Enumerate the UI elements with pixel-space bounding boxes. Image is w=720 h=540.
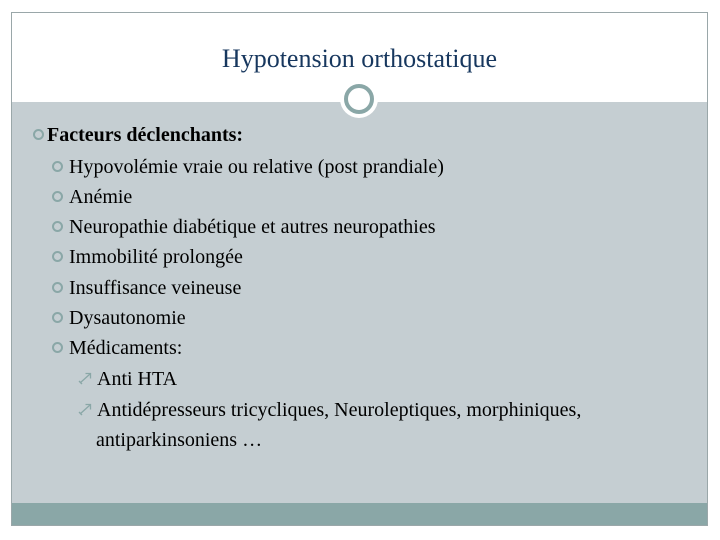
ring-bullet-icon — [52, 282, 63, 293]
list-item-text: Hypovolémie vraie ou relative (post prandiale) — [69, 156, 444, 178]
slide-title: Hypotension orthostatique — [221, 44, 498, 73]
ring-bullet-icon — [52, 191, 63, 202]
ring-bullet-icon — [52, 221, 63, 232]
ring-ornament-icon — [340, 80, 378, 118]
list-item-text: Insuffisance veineuse — [69, 277, 242, 299]
sub-list-item-continuation: antiparkinsoniens … — [96, 429, 263, 451]
sub-list-item — [78, 397, 581, 423]
list-item-text: Anémie — [69, 186, 133, 208]
list-item — [52, 244, 243, 270]
list-item-text: Dysautonomie — [69, 307, 186, 329]
list-item — [52, 214, 436, 240]
sub-list-item-text: Antidépresseurs tricycliques, Neuroleptiques, morphiniques, — [97, 399, 582, 421]
arrow-bullet-icon — [78, 371, 93, 385]
ring-bullet-icon — [52, 342, 63, 353]
ring-bullet-icon — [52, 312, 63, 323]
list-item — [52, 184, 132, 210]
list-item — [52, 305, 186, 331]
list-item-text: Médicaments: — [69, 337, 183, 359]
sub-list-item-text: Anti HTA — [97, 368, 178, 390]
ring-ornament-inner — [344, 84, 374, 114]
ring-bullet-icon — [33, 129, 44, 140]
list-item-text: Immobilité prolongée — [69, 246, 243, 268]
list-item-text: Neuropathie diabétique et autres neuropathies — [69, 216, 436, 238]
list-item — [52, 154, 444, 180]
heading-text: Facteurs déclenchants: — [47, 124, 244, 146]
list-item — [52, 275, 241, 301]
ring-bullet-icon — [52, 161, 63, 172]
ring-bullet-icon — [52, 251, 63, 262]
sub-list-item — [78, 366, 177, 392]
arrow-bullet-icon — [78, 402, 93, 416]
list-item — [52, 335, 182, 361]
heading-row — [33, 122, 243, 148]
footer-bar — [12, 503, 707, 525]
